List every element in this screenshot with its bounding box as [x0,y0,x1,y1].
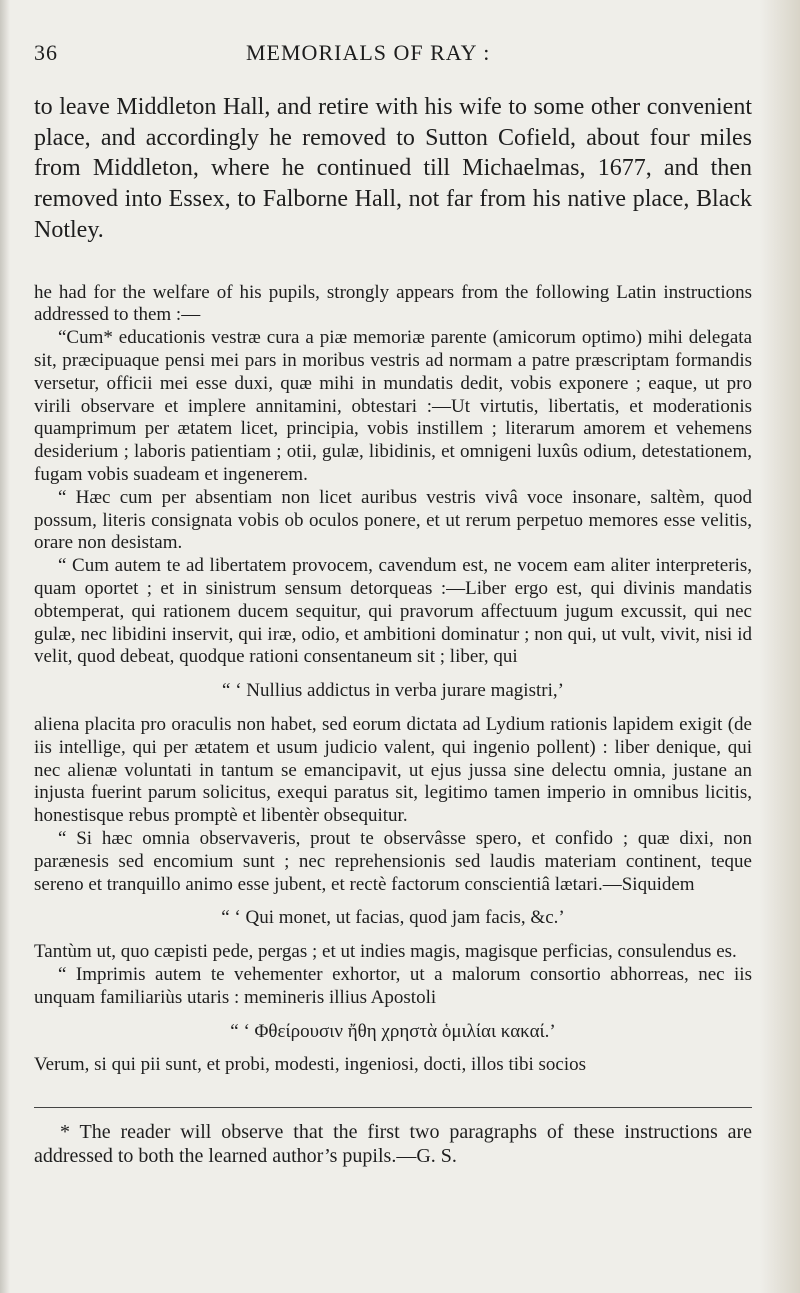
paragraph-cum-autem: “ Cum autem te ad libertatem provocem, cavendum est, ne vocem eam aliter interpreteris, quam oportet ; et in sinistrum sensum detorqueas :—Liber ergo est, qui divinis mandatis obtemperat, qui rationem ducem sequitur, qui pravorum affectuum jugum excussit, qui nec gulæ, nec libidini inservit, qui iræ, odio, et ambitioni dominatur ; non qui, ut vult, vivit, nisi id velit, quod debeat, quodque rationi consentaneum sit ; liber, qui [34,555,752,668]
paragraph-tantum: Tantùm ut, quo cæpisti pede, pergas ; et ut indies magis, magisque perficias, consulendus es. [34,941,737,963]
paragraph-imprimis: “ Imprimis autem te vehementer exhortor, ut a malorum consortio abhorreas, nec iis unquam familiariùs utaris : memineris illius Apostoli [34,963,752,1008]
page-number: 36 [34,40,58,65]
paragraph-cum: “Cum* educationis vestræ cura a piæ memoriæ parente (amicorum optimo) mihi delegata sit, præcipuaque pensi mei pars in moribus vestris ad normam a patre præscriptam formandis versetur, officii mei esse duxi, quæ mihi in mundatis dedit, vobis exponere ; eaque, ut pro virili observare et implere annitamini, obtestari :—Ut virtutis, libertatis, et moderationis quamprimum per ætatem licet, principia, vobis instillem ; literarum amorem et vehemens desiderium ; laboris patientiam ; otii, gulæ, libidinis, et omnigeni luxûs odium, detestationem, fugam vobis suadeam et ingenerem. [34,327,752,485]
paragraph-haec: “ Hæc cum per absentiam non licet auribus vestris vivâ voce insonare, saltèm, quod possum, literis consignata vobis ob oculos ponere, et ut rerum perpetuo memores esse velitis, orare non desistam. [34,486,752,554]
paragraph-welfare: he had for the welfare of his pupils, strongly appears from the following Latin instructions addressed to them :— [34,281,752,326]
quote-greek: “ ‘ Φθείρουσιν ἤθη χρηστὰ ὁμιλίαι κακαί.’ [230,1020,556,1042]
page-gutter-shadow [0,0,10,1293]
quote-nullius: “ ‘ Nullius addictus in verba jurare magistri,’ [222,680,564,702]
quote-qui-monet: “ ‘ Qui monet, ut facias, quod jam facis, &c.’ [221,907,565,929]
footnote: * The reader will observe that the first two paragraphs of these instructions are addressed to both the learned author’s pupils.—G. S. [34,1121,752,1168]
footnote-divider [34,1107,752,1108]
paragraph-aliena: aliena placita pro oraculis non habet, sed eorum dictata ad Lydium rationis lapidem exigit (de iis intellige, qui per ætatem et usum judicio valent, qui ingenio pollent) : liber denique, qui nec alienæ voluntati in tantum se emancipavit, ut ejus jussa sine delectu omnia, justane an injusta fuerint parum solicitus, exequi paratus sit, legitimo tamen imperio in omnibus licitis, honestisque rebus promptè et libentèr obsequitur. [34,713,752,827]
running-head: MEMORIALS OF RAY : [246,40,491,65]
page-edge-shadow [760,0,800,1293]
page-body [34,92,752,1168]
paragraph-verum: Verum, si qui pii sunt, et probi, modesti, ingeniosi, docti, illos tibi socios [34,1054,587,1076]
paragraph-intro: to leave Middleton Hall, and retire with his wife to some other convenient place, and accordingly he removed to Sutton Cofield, about four miles from Middleton, where he continued till Michaelmas, 1677, and then removed into Essex, to Falborne Hall, not far from his native place, Black Notley. [34,94,752,243]
paragraph-si: “ Si hæc omnia observaveris, prout te observâsse spero, et confido ; quæ dixi, non parænesis sed encomium sunt ; nec reprehensionis sed laudis materiam continent, teque sereno et tranquillo animo esse jubent, et rectè factorum conscientiâ lætari.—Siquidem [34,827,752,895]
